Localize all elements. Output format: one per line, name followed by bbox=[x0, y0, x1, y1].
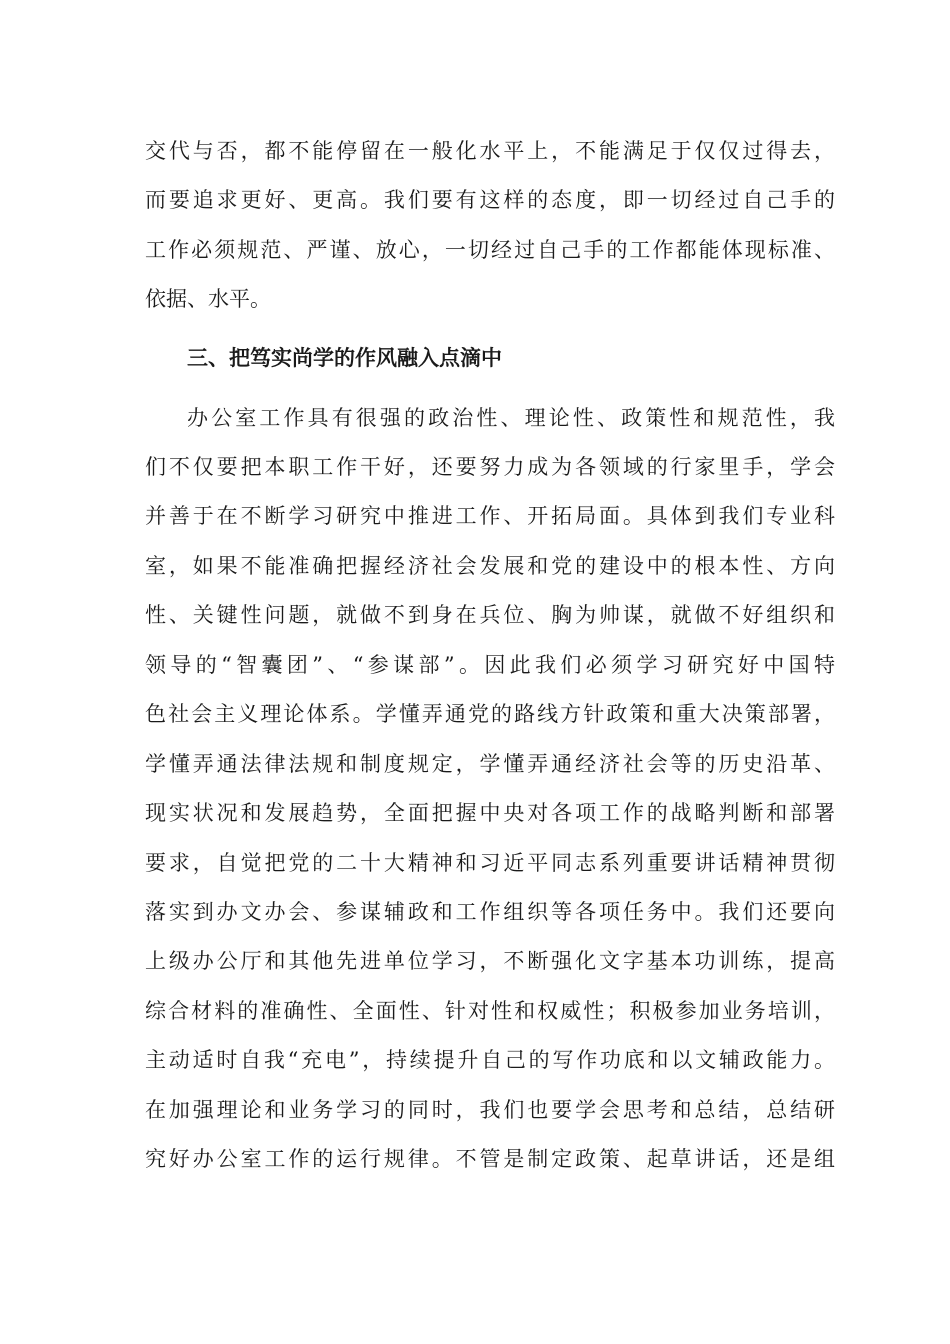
paragraph-line: 落实到办文办会、参谋辅政和工作组织等各项任务中。我们还要向 bbox=[145, 900, 835, 924]
paragraph-line: 领导的“智囊团”、“参谋部”。因此我们必须学习研究好中国特 bbox=[145, 653, 835, 677]
paragraph-line: 究好办公室工作的运行规律。不管是制定政策、起草讲话，还是组 bbox=[145, 1147, 835, 1171]
paragraph-line: 色社会主义理论体系。学懂弄通党的路线方针政策和重大决策部署， bbox=[145, 702, 835, 726]
paragraph-line: 上级办公厅和其他先进单位学习，不断强化文字基本功训练，提高 bbox=[145, 949, 835, 973]
paragraph-line: 学懂弄通法律法规和制度规定，学懂弄通经济社会等的历史沿革、 bbox=[145, 752, 835, 776]
paragraph-line: 室，如果不能准确把握经济社会发展和党的建设中的根本性、方向 bbox=[145, 554, 835, 578]
paragraph-line: 而要追求更好、更高。我们要有这样的态度，即一切经过自己手的 bbox=[145, 188, 835, 212]
paragraph-line: 并善于在不断学习研究中推进工作、开拓局面。具体到我们专业科 bbox=[145, 504, 835, 528]
paragraph-line: 要求，自觉把党的二十大精神和习近平同志系列重要讲话精神贯彻 bbox=[145, 851, 835, 875]
paragraph-line: 现实状况和发展趋势，全面把握中央对各项工作的战略判断和部署 bbox=[145, 801, 835, 825]
section-heading: 三、把笃实尚学的作风融入点滴中 bbox=[187, 345, 502, 370]
paragraph-line: 性、关键性问题，就做不到身在兵位、胸为帅谋，就做不好组织和 bbox=[145, 603, 835, 627]
paragraph-line: 依据、水平。 bbox=[145, 287, 271, 311]
paragraph-line: 在加强理论和业务学习的同时，我们也要学会思考和总结，总结研 bbox=[145, 1098, 835, 1122]
paragraph-line: 交代与否，都不能停留在一般化水平上，不能满足于仅仅过得去， bbox=[145, 139, 835, 163]
paragraph-line: 工作必须规范、严谨、放心，一切经过自己手的工作都能体现标准、 bbox=[145, 238, 835, 262]
paragraph-line: 综合材料的准确性、全面性、针对性和权威性；积极参加业务培训， bbox=[145, 999, 835, 1023]
paragraph-line: 办公室工作具有很强的政治性、理论性、政策性和规范性，我 bbox=[187, 406, 835, 430]
paragraph-line: 们不仅要把本职工作干好，还要努力成为各领域的行家里手，学会 bbox=[145, 455, 835, 479]
paragraph-line: 主动适时自我“充电”，持续提升自己的写作功底和以文辅政能力。 bbox=[145, 1048, 835, 1072]
